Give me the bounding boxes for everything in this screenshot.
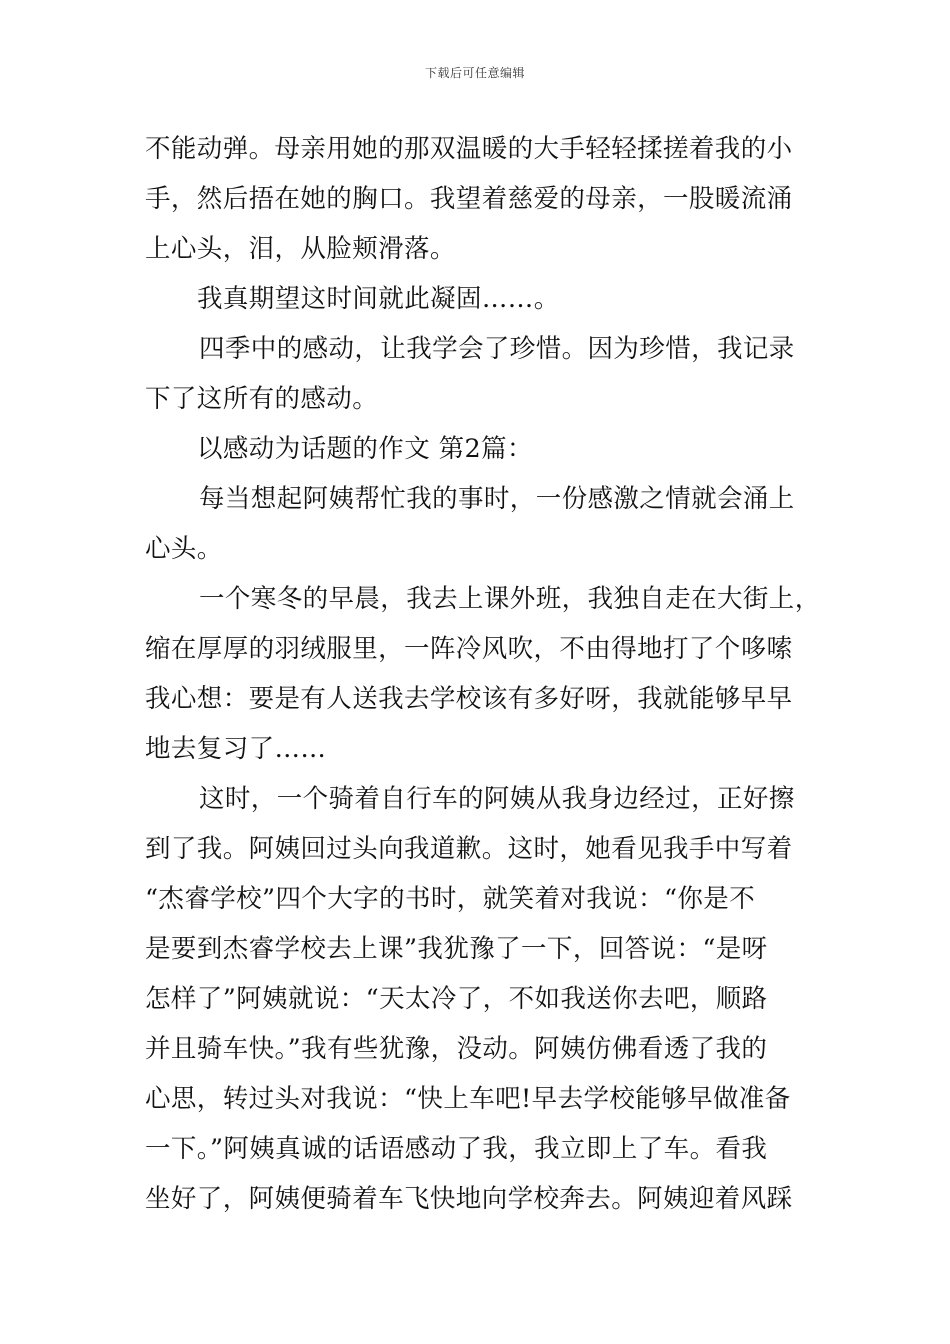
text-line: 心头。 bbox=[145, 534, 223, 564]
text-line: 不能动弹。母亲用她的那双温暖的大手轻轻揉搓着我的小 bbox=[145, 134, 793, 164]
text-line: 这时，一个骑着自行车的阿姨从我身边经过，正好擦 bbox=[199, 784, 795, 814]
text-line: 是要到杰睿学校去上课”我犹豫了一下，回答说：“是呀 bbox=[145, 934, 768, 964]
text-line: 四季中的感动，让我学会了珍惜。因为珍惜，我记录 bbox=[199, 334, 795, 364]
text-line: 到了我。阿姨回过头向我道歉。这时，她看见我手中写着 bbox=[145, 834, 793, 864]
text-line: 心思，转过头对我说：“快上车吧!早去学校能够早做准备 bbox=[145, 1084, 791, 1114]
text-line: 手，然后捂在她的胸口。我望着慈爱的母亲，一股暖流涌 bbox=[145, 184, 793, 214]
text-line: 下了这所有的感动。 bbox=[145, 384, 379, 414]
text-line: 每当想起阿姨帮忙我的事时，一份感激之情就会涌上 bbox=[199, 484, 795, 514]
section-heading: 以感动为话题的作文 第2篇： bbox=[197, 434, 533, 464]
text-line: 并且骑车快。”我有些犹豫，没动。阿姨仿佛看透了我的 bbox=[145, 1034, 768, 1064]
text-line: 一个寒冬的早晨，我去上课外班，我独自走在大街上， bbox=[199, 584, 821, 614]
article-body bbox=[145, 124, 825, 1224]
text-line: 我真期望这时间就此凝固……。 bbox=[197, 284, 560, 314]
text-line: 上心头，泪，从脸颊滑落。 bbox=[145, 234, 456, 264]
page-header: 下载后可任意编辑 bbox=[424, 66, 525, 80]
text-line: “杰睿学校”四个大字的书时，就笑着对我说：“你是不 bbox=[145, 884, 756, 914]
text-line: 一下。”阿姨真诚的话语感动了我，我立即上了车。看我 bbox=[145, 1134, 768, 1164]
text-line: 坐好了，阿姨便骑着车飞快地向学校奔去。阿姨迎着风踩 bbox=[145, 1184, 793, 1214]
text-line: 缩在厚厚的羽绒服里，一阵冷风吹，不由得地打了个哆嗦 bbox=[145, 634, 793, 664]
text-line: 地去复习了…… bbox=[145, 734, 327, 764]
text-line: 怎样了”阿姨就说：“天太冷了，不如我送你去吧，顺路 bbox=[145, 984, 768, 1014]
text-line: 我心想：要是有人送我去学校该有多好呀，我就能够早早 bbox=[145, 684, 793, 714]
